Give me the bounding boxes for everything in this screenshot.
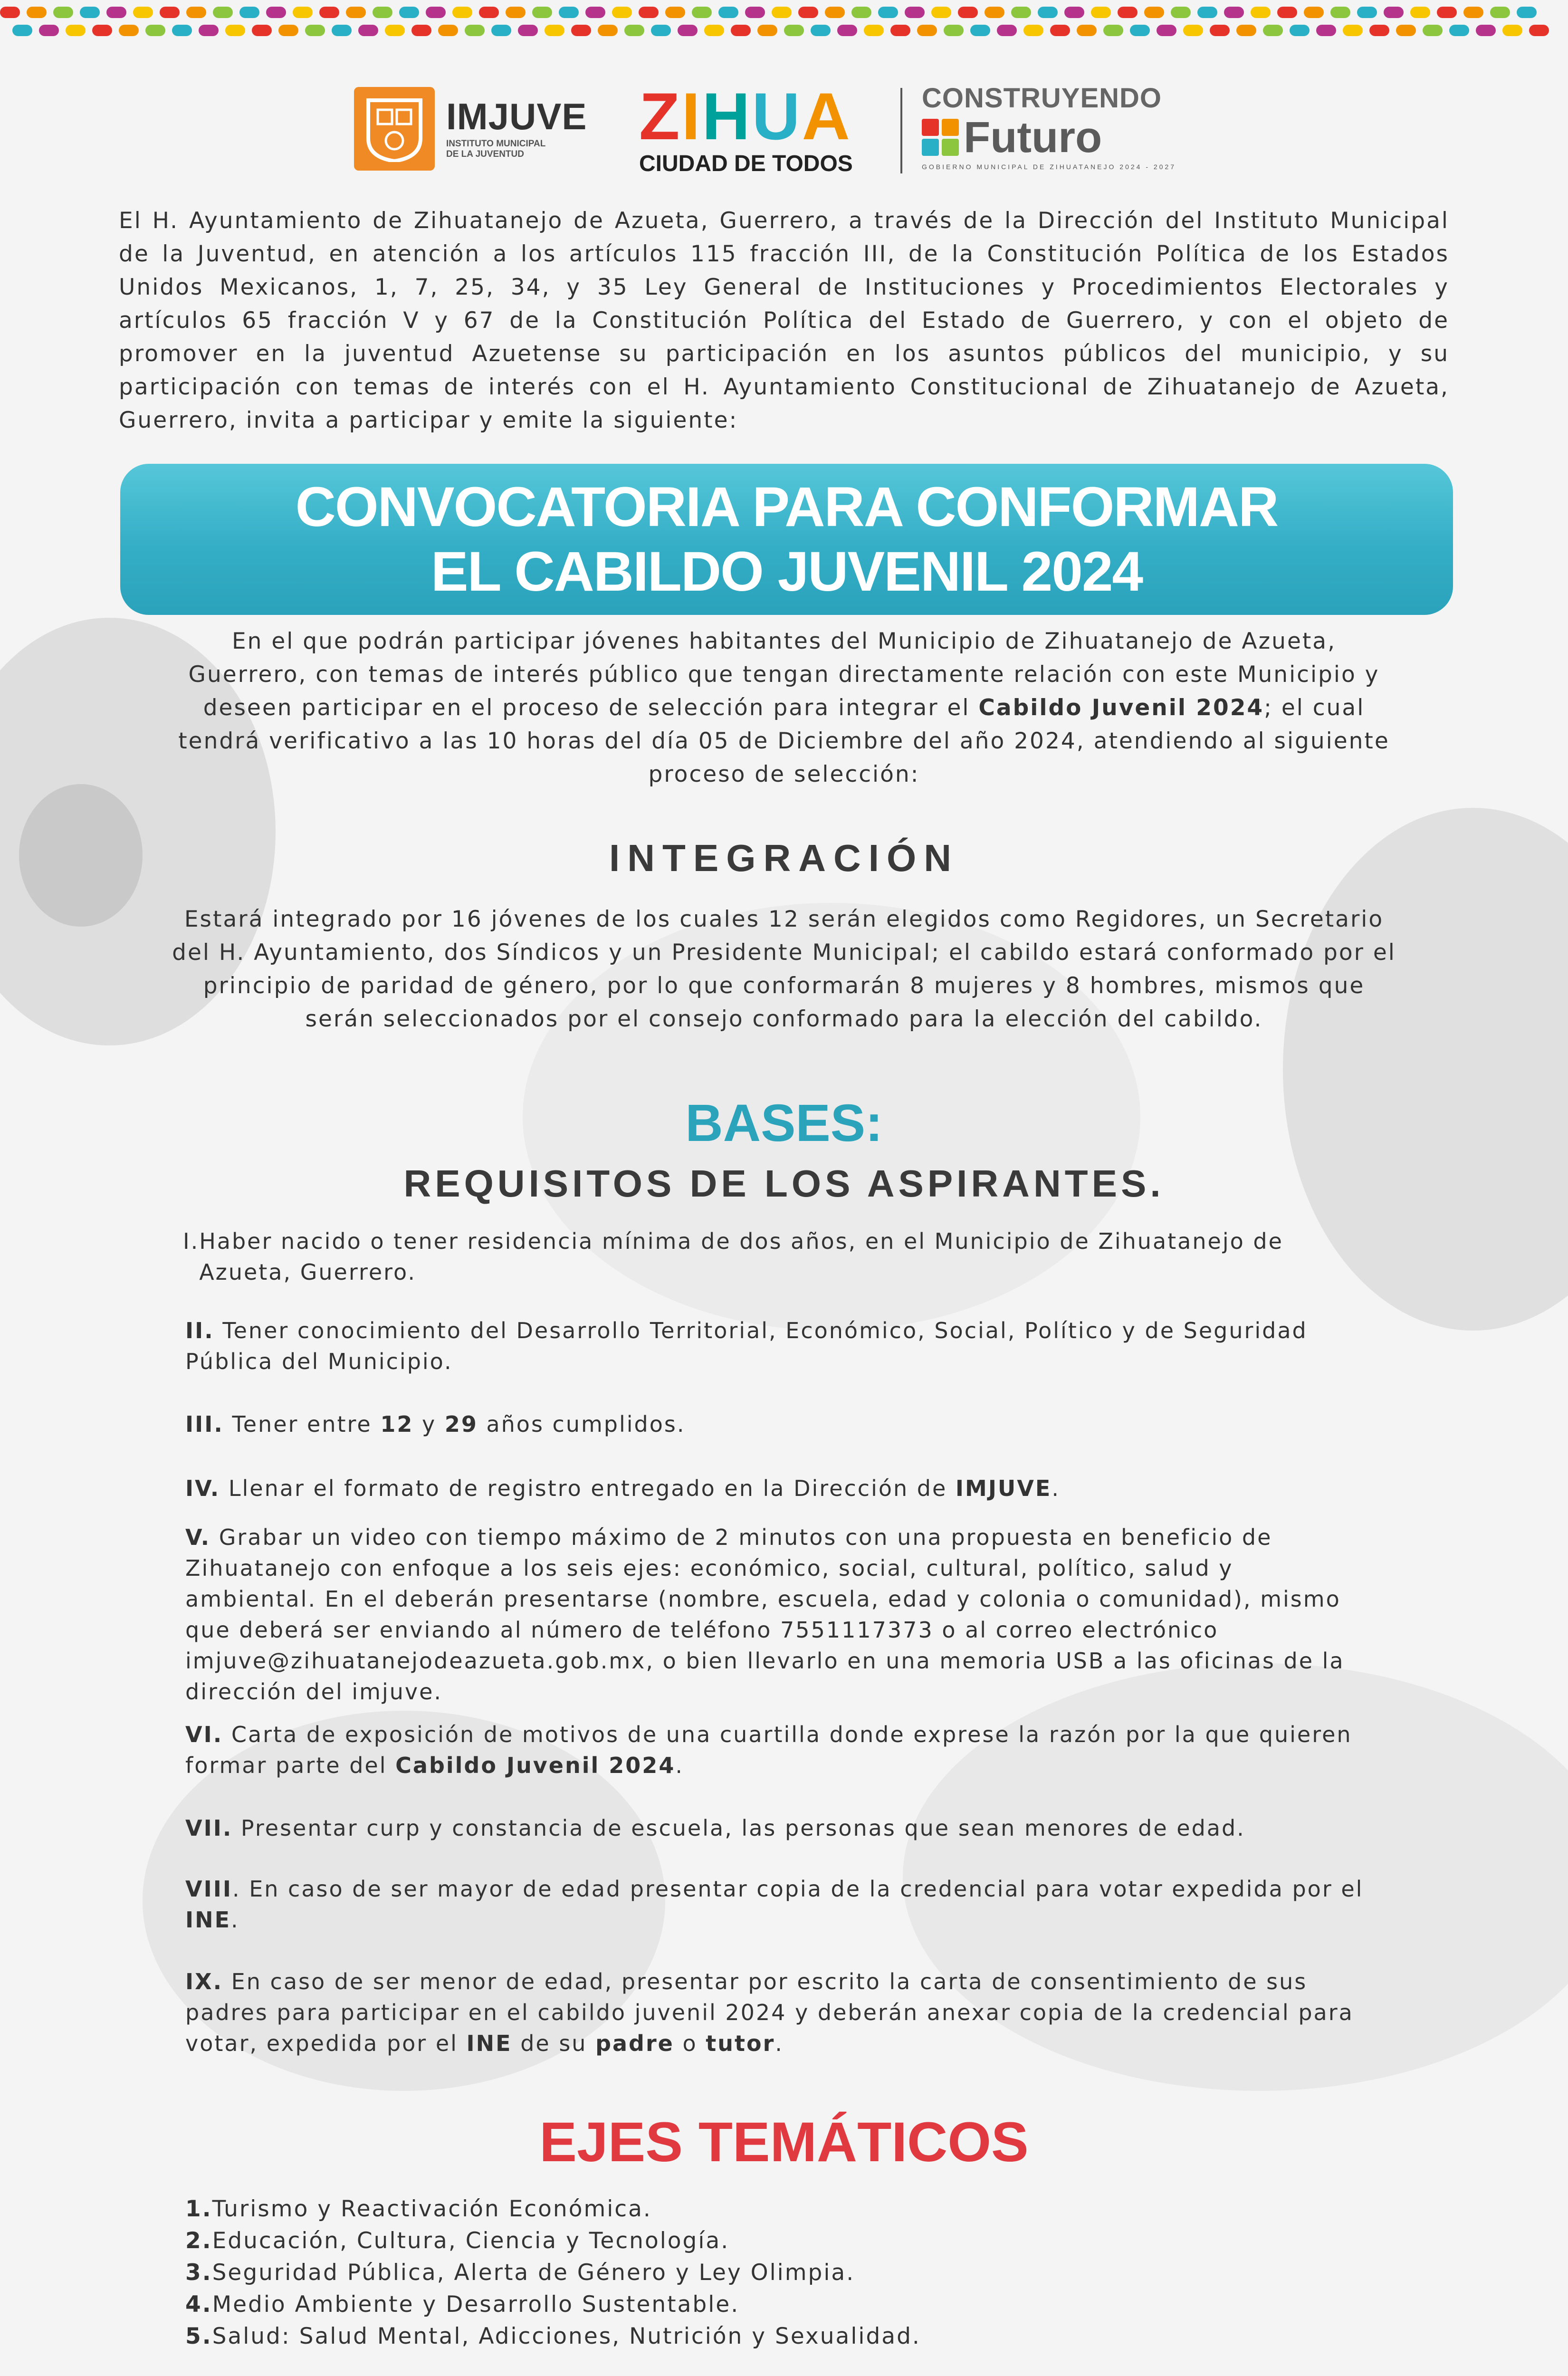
strip-segment [944,25,964,36]
strip-segment [784,25,804,36]
zihua-letter: Z [639,79,682,153]
strip-segment [278,25,298,36]
strip-segment [1410,7,1430,18]
strip-segment [757,25,777,36]
strip-segment [585,7,605,18]
strip-segment [1529,25,1549,36]
strip-segment [678,25,698,36]
requisito-bold: IMJUVE [955,1475,1052,1501]
strip-segment [1130,25,1150,36]
strip-segment [985,7,1004,18]
strip-segment [1476,25,1496,36]
integracion-heading: INTEGRACIÓN [609,837,959,879]
requisito-number: IX. [185,1969,223,1994]
strip-segment [1157,25,1176,36]
zihua-letter: A [802,79,852,153]
requisito-number: II. [185,1318,214,1343]
strip-segment [399,7,419,18]
strip-segment [438,25,458,36]
requisito-item [185,1966,1373,2059]
strip-segment [119,25,139,36]
logo-divider [900,88,902,173]
strip-segment [411,25,431,36]
requisito-bold: 29 [444,1411,478,1437]
strip-segment [890,25,910,36]
strip-segment [27,7,47,18]
requisito-text: años cumplidos. [478,1411,686,1437]
strip-segment [931,7,951,18]
strip-segment [958,7,978,18]
eje-text: Turismo y Reactivación Económica. [212,2196,652,2222]
strip-segment [239,7,259,18]
strip-segment [1144,7,1164,18]
strip-segment [92,25,112,36]
strip-segment [1304,7,1324,18]
strip-segment [612,7,632,18]
strip-segment [293,7,313,18]
eje-item [185,2257,1373,2289]
strip-segment [825,7,845,18]
strip-segment [385,25,405,36]
strip-segment [545,25,564,36]
eje-item [185,2225,1373,2257]
strip-segment [864,25,884,36]
requisito-text: . [675,1753,684,1778]
strip-segment [225,25,245,36]
strip-segment [145,25,165,36]
requisito-text: . En caso de ser mayor de edad presentar copia de la credencial para votar expedida por el [232,1876,1364,1902]
eje-text: Educación, Cultura, Ciencia y Tecnología. [212,2228,730,2254]
strip-segment [452,7,472,18]
strip-segment [1384,7,1404,18]
requisito-text: . [231,1907,239,1933]
strip-segment [639,7,659,18]
strip-segment [133,7,153,18]
strip-segment [1396,25,1416,36]
strip-segment [1277,7,1297,18]
strip-segment [970,25,990,36]
strip-segment [1210,25,1230,36]
requisito-bold: 12 [380,1411,414,1437]
strip-row [0,7,1568,18]
strip-segment [199,25,219,36]
strip-segment [905,7,925,18]
futuro-top-text: CONSTRUYENDO [922,83,1162,114]
strip-segment [426,7,446,18]
strip-segment [665,7,685,18]
futuro-gobierno-text: GOBIERNO MUNICIPAL DE ZIHUATANEJO 2024 - 2027 [922,163,1176,171]
strip-segment [704,25,724,36]
convocatoria-paragraph [171,625,1397,791]
strip-segment [1118,7,1138,18]
strip-segment [1263,25,1283,36]
strip-segment [346,7,366,18]
requisito-number: VIII [185,1876,232,1902]
strip-segment [1236,25,1256,36]
requisito-text: Grabar un video con tiempo máximo de 2 minutos con una propuesta en beneficio de Zihuatanejo con enfoque a los seis ejes: económico, social, cultural, político, salud y ambiental. En el deberán presentarse (nombre, escuela, edad y colonia o comunidad), mismo que deberá ser enviando al número de teléfono 7551117373 o al correo electrónico imjuve@zihuatanejodeazueta.gob.mx, o bien llevarlo en una memoria USB a las oficinas de la dirección del imjuve. [185,1524,1345,1705]
strip-segment [624,25,644,36]
strip-segment [373,7,392,18]
eje-number: 1. [185,2196,212,2222]
strip-segment [358,25,378,36]
strip-segment [1449,25,1469,36]
strip-segment [811,25,831,36]
requisito-item [185,1813,1373,1844]
eje-number: 4. [185,2291,212,2318]
strip-segment [837,25,857,36]
requisito-number: VI. [185,1722,223,1747]
imjuve-subtitle-line2: DE LA JUVENTUD [446,149,524,159]
requisito-item [185,1315,1373,1377]
requisito-text: Carta de exposición de motivos de una cuartilla donde exprese la razón por la que quieren formar parte del [185,1722,1352,1778]
zihua-subtitle: CIUDAD DE TODOS [639,151,853,176]
strip-segment [1330,7,1350,18]
strip-segment [651,25,671,36]
strip-segment [172,25,192,36]
zihua-letter: I [681,79,702,153]
imjuve-emblem-icon [354,87,435,171]
strip-segment [252,25,272,36]
convocatoria-text: En el que podrán participar jóvenes habitantes del Municipio de Zihuatanejo de Azueta, Guerrero, con temas de interés público que tengan directamente relación con este Municipio y deseen participar en el proceso de selección para integrar el [188,628,1380,721]
eje-text: Seguridad Pública, Alerta de Género y Ley Olimpia. [212,2260,855,2286]
eje-text: Salud: Salud Mental, Adicciones, Nutrición y Sexualidad. [212,2323,921,2349]
eje-number: 3. [185,2260,212,2286]
eje-text: Medio Ambiente y Desarrollo Sustentable. [212,2291,740,2318]
requisito-bold: INE [466,2031,512,2056]
header-logos [354,79,1214,178]
strip-segment [106,7,126,18]
strip-segment [80,7,100,18]
strip-segment [1290,25,1310,36]
strip-segment [997,25,1017,36]
eje-number: 2. [185,2228,212,2254]
requisito-text: Tener entre [223,1411,381,1437]
strip-segment [559,7,579,18]
strip-segment [731,25,751,36]
strip-segment [1171,7,1191,18]
zihua-letter: H [702,79,752,153]
banner-title-line2: EL CABILDO JUVENIL 2024 [430,540,1143,603]
construyendo-futuro-logo [922,83,1176,171]
requisito-number: IV. [185,1475,220,1501]
strip-segment [692,7,712,18]
strip-segment [1369,25,1389,36]
intro-paragraph: El H. Ayuntamiento de Zihuatanejo de Azueta, Guerrero, a través de la Dirección del Instituto Municipal de la Juventud, en atención a los artículos 115 fracción III, de la Constitución Política de los Estados Unidos Mexicanos, 1, 7, 25, 34, y 35 Ley General de Instituciones y Procedimientos Electorales y artículos 65 fracción V y 67 de la Constitución Política del Estado de Guerrero, y con el objeto de promover en la juventud Azuetense su participación en los asuntos públicos del municipio, y su participación con temas de interés con el H. Ayuntamiento Constitucional de Zihuatanejo de Azueta, Guerrero, invita a participar y emite la siguiente: [119,208,1449,433]
strip-segment [12,25,32,36]
imjuve-logo [354,87,587,171]
requisito-text: Llenar el formato de registro entregado en la Dirección de [220,1475,956,1501]
requisitos-heading: REQUISITOS DE LOS ASPIRANTES. [403,1162,1165,1205]
requisito-text: . [1052,1475,1060,1501]
imjuve-title: IMJUVE [446,96,587,138]
eje-item [185,2320,1373,2352]
strip-segment [266,7,286,18]
eje-item [185,2289,1373,2320]
requisito-text: y [413,1411,445,1437]
requisito-bold: tutor [706,2031,775,2056]
strip-segment [1517,7,1537,18]
strip-segment [1050,25,1070,36]
strip-segment [1197,7,1217,18]
requisito-text: En caso de ser menor de edad, presentar por escrito la carta de consentimiento de sus padres para participar en el cabildo juvenil 2024 y deberán anexar copia de la credencial para votar, expedida por el [185,1969,1354,2056]
strip-segment [1103,25,1123,36]
strip-segment [917,25,937,36]
requisito-item [185,1522,1368,1707]
strip-segment [1224,7,1244,18]
strip-segment [319,7,339,18]
requisito-text: . [775,2031,784,2056]
strip-segment [1064,7,1084,18]
requisito-text: Tener conocimiento del Desarrollo Territorial, Económico, Social, Político y de Seguridad Pública del Municipio. [185,1318,1308,1374]
strip-segment [506,7,526,18]
bases-heading: BASES: [685,1094,883,1152]
strip-segment [1316,25,1336,36]
strip-segment [1463,7,1483,18]
requisito-number: III. [185,1411,224,1437]
integracion-paragraph: Estará integrado por 16 jóvenes de los cuales 12 serán elegidos como Regidores, un Secretario del H. Ayuntamiento, dos Síndicos y un Presidente Municipal; el cabildo estará conformado por el principio de paridad de género, por lo que conformarán 8 mujeres y 8 hombres, mismos que serán seleccionados por el consejo conformado para la elección del cabildo. [172,906,1396,1032]
strip-segment [479,7,499,18]
eje-number: 5. [185,2323,212,2349]
strip-segment [1437,7,1457,18]
strip-segment [772,7,792,18]
requisito-item [185,1874,1373,1935]
eje-item [185,2193,1373,2225]
strip-segment [798,7,818,18]
strip-segment [745,7,765,18]
zihua-logo [639,79,853,177]
banner-title-line1: CONVOCATORIA PARA CONFORMAR [295,476,1278,538]
strip-segment [186,7,206,18]
strip-segment [1251,7,1271,18]
strip-segment [66,25,86,36]
strip-segment [160,7,180,18]
requisito-number: VII. [185,1815,233,1841]
requisito-number: I. [183,1228,200,1254]
imjuve-subtitle-line1: INSTITUTO MUNICIPAL [446,139,546,149]
convocatoria-bold: Cabildo Juvenil 2024 [978,695,1264,721]
strip-segment [1343,25,1363,36]
strip-segment [1091,7,1111,18]
strip-segment [1023,25,1043,36]
requisito-text: de su [512,2031,596,2056]
requisito-item [185,1719,1373,1781]
strip-segment [1038,7,1058,18]
strip-segment [1423,25,1443,36]
zihua-letter: U [752,79,802,153]
zihua-wordmark [639,79,853,153]
requisito-text: o [674,2031,706,2056]
decorative-color-strip [0,0,1568,33]
strip-segment [39,25,59,36]
requisito-text: Haber nacido o tener residencia mínima de dos años, en el Municipio de Zihuatanejo de Azueta, Guerrero. [199,1228,1283,1285]
strip-segment [598,25,618,36]
strip-segment [718,7,738,18]
strip-segment [1357,7,1377,18]
strip-segment [1183,25,1203,36]
ejes-heading: EJES TEMÁTICOS [539,2111,1029,2174]
strip-row [0,25,1568,36]
requisito-item [183,1226,1371,1288]
strip-segment [518,25,538,36]
strip-segment [213,7,233,18]
strip-segment [532,7,552,18]
strip-segment [1077,25,1097,36]
strip-segment [1490,7,1510,18]
convocatoria-text: ; el cual tendrá verificativo a las 10 horas del día 05 de Diciembre del año 2024, atendiendo al siguiente proceso de selección: [178,695,1390,787]
strip-segment [491,25,511,36]
requisito-item [185,1409,1373,1440]
title-banner [120,464,1453,615]
requisito-text: Presentar curp y constancia de escuela, las personas que sean menores de edad. [232,1815,1245,1841]
strip-segment [571,25,591,36]
requisito-bold: Cabildo Juvenil 2024 [395,1753,676,1778]
strip-segment [332,25,352,36]
strip-segment [851,7,871,18]
strip-segment [1502,25,1522,36]
futuro-squares-icon [922,119,959,156]
strip-segment [305,25,325,36]
requisito-bold: padre [595,2031,674,2056]
strip-segment [465,25,485,36]
strip-segment [878,7,898,18]
strip-segment [53,7,73,18]
requisito-item [185,1473,1373,1504]
strip-segment [1011,7,1031,18]
futuro-word: Futuro [964,113,1102,162]
requisito-number: V. [185,1524,211,1550]
ejes-list [185,2193,1373,2352]
requisito-bold: INE [185,1907,231,1933]
strip-segment [0,7,20,18]
